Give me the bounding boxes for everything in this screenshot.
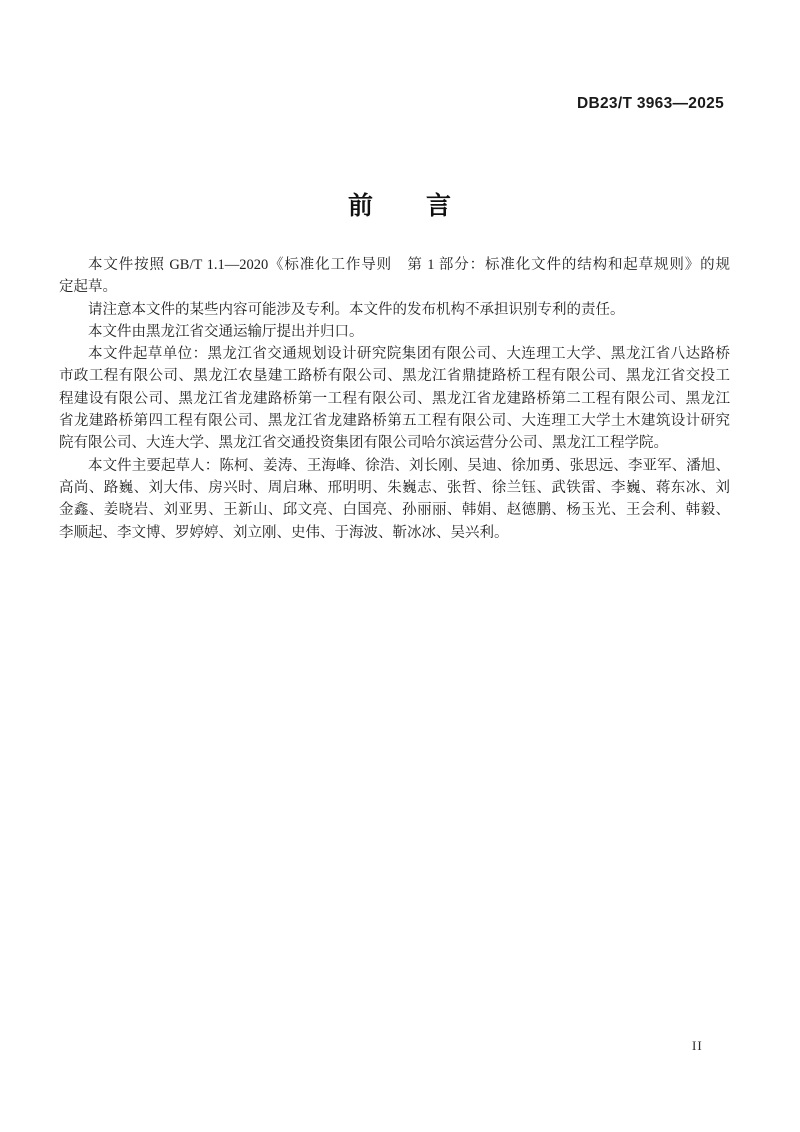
- paragraph-line: 定起草。: [59, 279, 117, 296]
- document-body: [59, 254, 730, 544]
- paragraph-line: 本文件主要起草人：陈柯、姜涛、王海峰、徐浩、刘长刚、吴迪、徐加勇、张思远、李亚军、潘旭、: [88, 457, 730, 474]
- paragraph-line: 李顺起、李文博、罗婷婷、刘立刚、史伟、于海波、靳冰冰、吴兴利。: [59, 524, 509, 541]
- paragraph-line: 市政工程有限公司、黑龙江农垦建工路桥有限公司、黑龙江省鼎捷路桥工程有限公司、黑龙江省交投工: [59, 368, 730, 385]
- page-number: II: [692, 1038, 703, 1053]
- paragraph-line: 本文件由黑龙江省交通运输厅提出并归口。: [88, 323, 364, 340]
- foreword-title: 前 言: [347, 192, 452, 220]
- paragraph-line: 金鑫、姜晓岩、刘亚男、王新山、邱文亮、白国亮、孙丽丽、韩娟、赵德鹏、杨玉光、王会利、韩毅、: [59, 502, 730, 519]
- paragraph-line: 程建设有限公司、黑龙江省龙建路桥第一工程有限公司、黑龙江省龙建路桥第二工程有限公司、黑龙江: [59, 390, 730, 407]
- paragraph-line: 院有限公司、大连大学、黑龙江省交通投资集团有限公司哈尔滨运营分公司、黑龙江工程学院。: [59, 435, 668, 452]
- paragraph-line: 请注意本文件的某些内容可能涉及专利。本文件的发布机构不承担识别专利的责任。: [88, 301, 625, 318]
- standard-code: DB23/T 3963—2025: [577, 95, 724, 112]
- paragraph-line: 本文件按照 GB/T 1.1—2020《标准化工作导则 第 1 部分：标准化文件的结构和起草规则》的规: [88, 257, 730, 273]
- paragraph-line: 高尚、路巍、刘大伟、房兴时、周启琳、邢明明、朱巍志、张哲、徐兰钰、武铁雷、李巍、蒋东冰、刘: [59, 479, 730, 496]
- paragraph-line: 省龙建路桥第四工程有限公司、黑龙江省龙建路桥第五工程有限公司、大连理工大学土木建筑设计研究: [59, 413, 730, 430]
- paragraph-line: 本文件起草单位：黑龙江省交通规划设计研究院集团有限公司、大连理工大学、黑龙江省八达路桥: [88, 346, 730, 363]
